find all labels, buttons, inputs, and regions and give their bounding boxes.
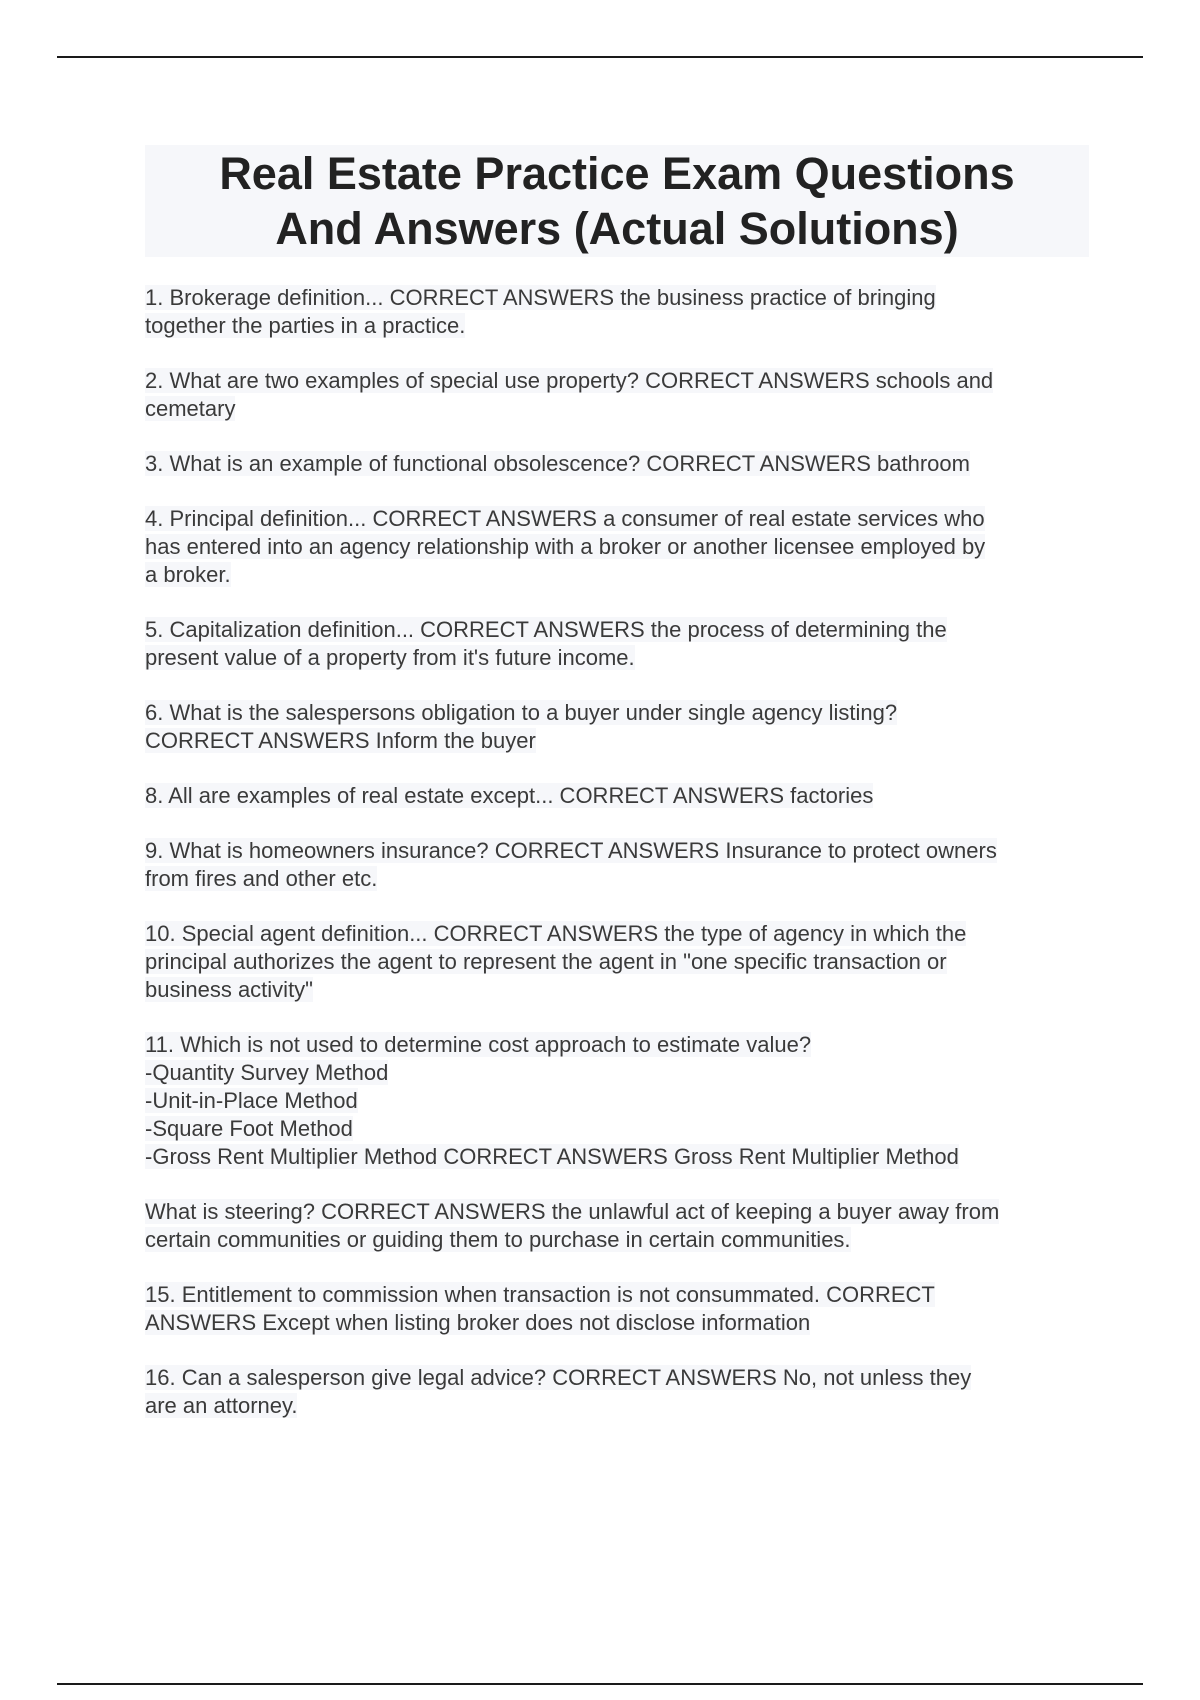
qa-line <box>145 782 1090 810</box>
qa-text: 5. Capitalization definition... CORRECT ANSWERS the process of determining the <box>145 617 947 642</box>
qa-text: 8. All are examples of real estate except... CORRECT ANSWERS factories <box>145 783 874 808</box>
qa-text: principal authorizes the agent to represent the agent in "one specific transaction or <box>145 949 947 974</box>
qa-item <box>145 284 1090 340</box>
qa-text: certain communities or guiding them to purchase in certain communities. <box>145 1227 851 1252</box>
qa-item <box>145 367 1090 423</box>
qa-line <box>145 920 1090 948</box>
qa-text: a broker. <box>145 562 231 587</box>
qa-line <box>145 699 1090 727</box>
title-line-1: Real Estate Practice Exam Questions <box>219 148 1015 199</box>
page-title <box>219 146 1014 256</box>
qa-item <box>145 505 1090 589</box>
qa-item <box>145 837 1090 893</box>
qa-text: 11. Which is not used to determine cost approach to estimate value? <box>145 1032 812 1057</box>
qa-text: 16. Can a salesperson give legal advice? CORRECT ANSWERS No, not unless they <box>145 1365 972 1390</box>
qa-text: CORRECT ANSWERS Inform the buyer <box>145 728 536 753</box>
qa-text: -Quantity Survey Method <box>145 1060 389 1085</box>
qa-line <box>145 312 1090 340</box>
qa-line <box>145 644 1090 672</box>
qa-text: present value of a property from it's future income. <box>145 645 635 670</box>
qa-item <box>145 616 1090 672</box>
qa-item <box>145 1281 1090 1337</box>
footer-rule <box>57 1683 1143 1685</box>
qa-line <box>145 1198 1090 1226</box>
qa-item <box>145 450 1090 478</box>
qa-item <box>145 782 1090 810</box>
qa-text: has entered into an agency relationship with a broker or another licensee employed by <box>145 534 986 559</box>
title-line-2: And Answers (Actual Solutions) <box>275 203 959 254</box>
qa-text: -Gross Rent Multiplier Method CORRECT ANSWERS Gross Rent Multiplier Method <box>145 1144 959 1169</box>
qa-line <box>145 367 1090 395</box>
qa-item <box>145 1198 1090 1254</box>
qa-line <box>145 1309 1090 1337</box>
qa-item <box>145 920 1090 1004</box>
qa-line <box>145 561 1090 589</box>
header-rule <box>57 56 1143 58</box>
qa-item <box>145 699 1090 755</box>
qa-line <box>145 505 1090 533</box>
qa-text: 15. Entitlement to commission when transaction is not consummated. CORRECT <box>145 1282 935 1307</box>
qa-text: ANSWERS Except when listing broker does not disclose information <box>145 1310 811 1335</box>
qa-line <box>145 948 1090 976</box>
qa-text: cemetary <box>145 396 236 421</box>
qa-text: 9. What is homeowners insurance? CORRECT ANSWERS Insurance to protect owners <box>145 838 997 863</box>
qa-text: 4. Principal definition... CORRECT ANSWERS a consumer of real estate services who <box>145 506 985 531</box>
qa-line <box>145 450 1090 478</box>
title-box <box>145 145 1089 257</box>
qa-line <box>145 1281 1090 1309</box>
qa-line <box>145 1226 1090 1254</box>
qa-text: -Unit-in-Place Method <box>145 1088 358 1113</box>
qa-line <box>145 1031 1090 1059</box>
qa-line <box>145 284 1090 312</box>
qa-text: 10. Special agent definition... CORRECT ANSWERS the type of agency in which the <box>145 921 967 946</box>
qa-line <box>145 1143 1090 1171</box>
qa-line <box>145 1115 1090 1143</box>
qa-text: 3. What is an example of functional obsolescence? CORRECT ANSWERS bathroom <box>145 451 970 476</box>
qa-item <box>145 1364 1090 1420</box>
qa-text: are an attorney. <box>145 1393 298 1418</box>
qa-line <box>145 395 1090 423</box>
qa-text: business activity" <box>145 977 313 1002</box>
qa-line <box>145 1392 1090 1420</box>
qa-line <box>145 837 1090 865</box>
qa-text: from fires and other etc. <box>145 866 378 891</box>
qa-text: 1. Brokerage definition... CORRECT ANSWERS the business practice of bringing <box>145 285 936 310</box>
qa-line <box>145 1087 1090 1115</box>
qa-text: 6. What is the salespersons obligation to a buyer under single agency listing? <box>145 700 898 725</box>
qa-item <box>145 1031 1090 1171</box>
qa-text: 2. What are two examples of special use property? CORRECT ANSWERS schools and <box>145 368 994 393</box>
qa-line <box>145 1059 1090 1087</box>
qa-text: What is steering? CORRECT ANSWERS the unlawful act of keeping a buyer away from <box>145 1199 1000 1224</box>
qa-line <box>145 727 1090 755</box>
qa-line <box>145 865 1090 893</box>
qa-line <box>145 616 1090 644</box>
qa-text: together the parties in a practice. <box>145 313 466 338</box>
qa-line <box>145 976 1090 1004</box>
qa-text: -Square Foot Method <box>145 1116 353 1141</box>
qa-list <box>145 284 1090 1447</box>
qa-line <box>145 533 1090 561</box>
qa-line <box>145 1364 1090 1392</box>
